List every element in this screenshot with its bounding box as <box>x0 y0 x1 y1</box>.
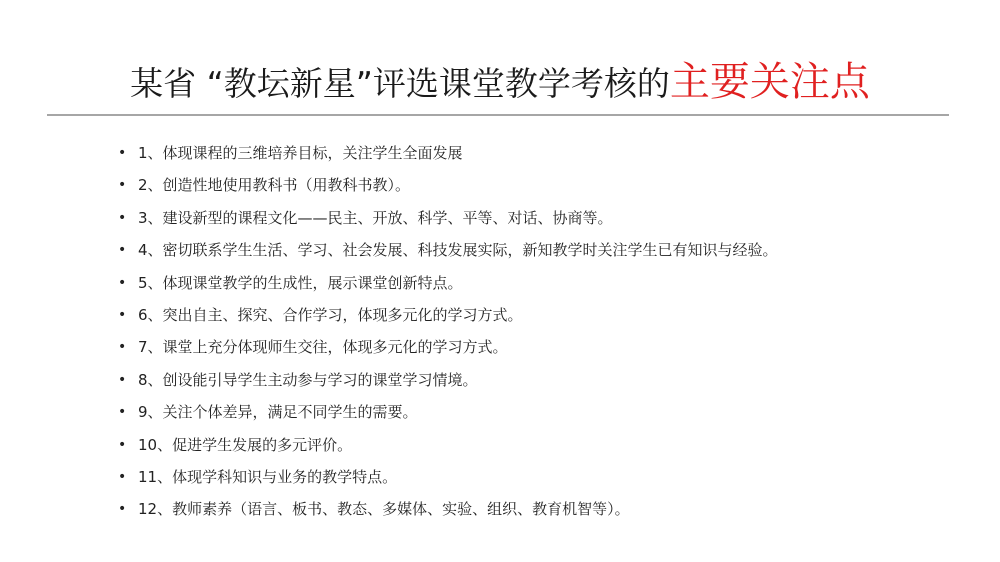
bullet-dot-icon: • <box>118 209 127 226</box>
bullet-dot-icon: • <box>118 242 127 259</box>
bullet-dot-icon: • <box>118 404 127 421</box>
bullet-dot-icon: • <box>118 177 127 194</box>
list-item <box>118 139 778 171</box>
list-item <box>118 398 778 430</box>
list-item-text: 5、体现课堂教学的生成性，展示课堂创新特点。 <box>138 273 463 292</box>
list-item-text: 10、促进学生发展的多元评价。 <box>138 435 353 454</box>
list-item <box>118 236 778 268</box>
list-item <box>118 171 778 203</box>
list-item-text: 12、教师素养（语言、板书、教态、多媒体、实验、组织、教育机智等）。 <box>138 500 630 519</box>
title-divider <box>47 114 949 116</box>
bullet-dot-icon: • <box>118 145 127 161</box>
slide-title <box>0 56 1000 110</box>
bullet-list <box>118 139 778 528</box>
list-item-text: 6、突出自主、探究、合作学习，体现多元化的学习方式。 <box>138 305 523 324</box>
list-item-text: 7、课堂上充分体现师生交往，体现多元化的学习方式。 <box>138 338 508 357</box>
bullet-dot-icon: • <box>118 274 127 291</box>
bullet-dot-icon: • <box>118 306 127 323</box>
list-item-text: 8、创设能引导学生主动参与学习的课堂学习情境。 <box>138 370 478 389</box>
list-item <box>118 431 778 463</box>
list-item <box>118 495 778 527</box>
list-item-text: 1、体现课程的三维培养目标，关注学生全面发展 <box>138 144 463 162</box>
list-item-text: 11、体现学科知识与业务的教学特点。 <box>138 467 398 486</box>
bullet-dot-icon: • <box>118 468 127 485</box>
bullet-dot-icon: • <box>118 371 127 388</box>
list-item-text: 3、建设新型的课程文化——民主、开放、科学、平等、对话、协商等。 <box>138 208 613 227</box>
list-item <box>118 204 778 236</box>
title-main-text: 某省 “教坛新星”评选课堂教学考核的 <box>130 64 670 103</box>
bullet-dot-icon: • <box>118 436 127 453</box>
list-item <box>118 301 778 333</box>
list-item-text: 4、密切联系学生生活、学习、社会发展、科技发展实际，新知教学时关注学生已有知识与经验。 <box>138 241 778 260</box>
title-accent-text: 主要关注点 <box>669 59 870 105</box>
bullet-dot-icon: • <box>118 339 127 356</box>
list-item-text: 2、创造性地使用教科书（用教科书教）。 <box>138 176 411 195</box>
bullet-dot-icon: • <box>118 501 127 518</box>
list-item <box>118 463 778 495</box>
list-item <box>118 269 778 301</box>
list-item-text: 9、关注个体差异，满足不同学生的需要。 <box>138 403 418 422</box>
list-item <box>118 366 778 398</box>
list-item <box>118 333 778 365</box>
